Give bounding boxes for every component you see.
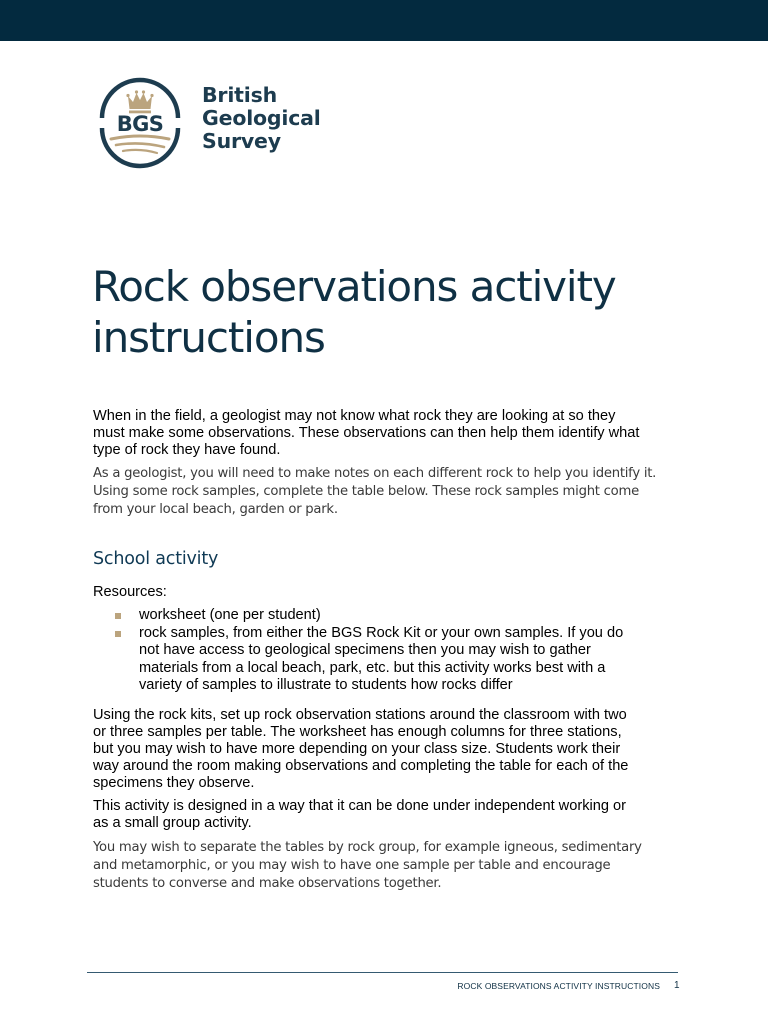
list-item-line: worksheet (one per student) bbox=[139, 607, 321, 623]
organisation-name bbox=[202, 84, 321, 153]
paragraph-line: but you may wish to have more depending on your class size. Students work their bbox=[93, 741, 621, 757]
paragraph-line: Using the rock kits, set up rock observation stations around the classroom with two bbox=[93, 707, 627, 723]
paragraph-line: Using some rock samples, complete the table below. These rock samples might come bbox=[93, 484, 639, 499]
bgs-logo bbox=[93, 76, 333, 170]
page-title-line: instructions bbox=[92, 313, 325, 362]
bullet-icon bbox=[115, 631, 121, 637]
intro-line: type of rock they have found. bbox=[93, 442, 281, 458]
page-title-line: Rock observations activity bbox=[92, 262, 616, 311]
list-item-line: materials from a local beach, park, etc. but this activity works best with a bbox=[139, 659, 606, 676]
geologist-notes-paragraph bbox=[93, 465, 693, 519]
footer-running-title: ROCK OBSERVATIONS ACTIVITY INSTRUCTIONS bbox=[457, 981, 660, 991]
list-item-line: variety of samples to illustrate to students how rocks differ bbox=[139, 677, 513, 693]
page-number: 1 bbox=[674, 980, 680, 991]
paragraph-line: students to converse and make observations together. bbox=[93, 876, 442, 891]
paragraph-line: and metamorphic, or you may wish to have one sample per table and encourage bbox=[93, 858, 611, 873]
setup-paragraph bbox=[93, 707, 693, 792]
paragraph-line: way around the room making observations and completing the table for each of the bbox=[93, 758, 629, 774]
group-work-paragraph bbox=[93, 798, 693, 832]
top-band bbox=[0, 0, 768, 41]
paragraph-line: As a geologist, you will need to make notes on each different rock to help you identify it. bbox=[93, 466, 657, 481]
paragraph-line: This activity is designed in a way that it can be done under independent working or bbox=[93, 798, 626, 814]
paragraph-line: specimens they observe. bbox=[93, 775, 255, 791]
list-item-line: not have access to geological specimens then you may wish to gather bbox=[139, 642, 591, 658]
intro-line: When in the field, a geologist may not know what rock they are looking at so they bbox=[93, 408, 616, 424]
intro-paragraph bbox=[93, 408, 693, 459]
page-title bbox=[92, 261, 692, 363]
bullet-icon bbox=[115, 613, 121, 619]
paragraph-line: You may wish to separate the tables by rock group, for example igneous, sedimentary bbox=[93, 840, 642, 855]
svg-text:BGS: BGS bbox=[116, 112, 164, 136]
paragraph-line: as a small group activity. bbox=[93, 815, 252, 831]
organisation-name-line: Survey bbox=[202, 129, 281, 153]
list-item bbox=[115, 607, 695, 625]
resources-list bbox=[115, 607, 695, 695]
paragraph-line: or three samples per table. The worksheet has enough columns for three stations, bbox=[93, 724, 622, 740]
organisation-name-line: Geological bbox=[202, 106, 321, 130]
list-item bbox=[115, 625, 695, 695]
footer-divider bbox=[87, 972, 678, 973]
paragraph-line: from your local beach, garden or park. bbox=[93, 502, 338, 517]
bgs-abbreviation bbox=[93, 76, 187, 170]
section-heading: School activity bbox=[93, 549, 219, 569]
organisation-name-line: British bbox=[202, 83, 277, 107]
resources-label: Resources: bbox=[93, 584, 167, 600]
list-item-line: rock samples, from either the BGS Rock Kit or your own samples. If you do bbox=[139, 624, 624, 641]
intro-line: must make some observations. These observations can then help them identify what bbox=[93, 425, 640, 441]
grouping-paragraph bbox=[93, 839, 693, 893]
